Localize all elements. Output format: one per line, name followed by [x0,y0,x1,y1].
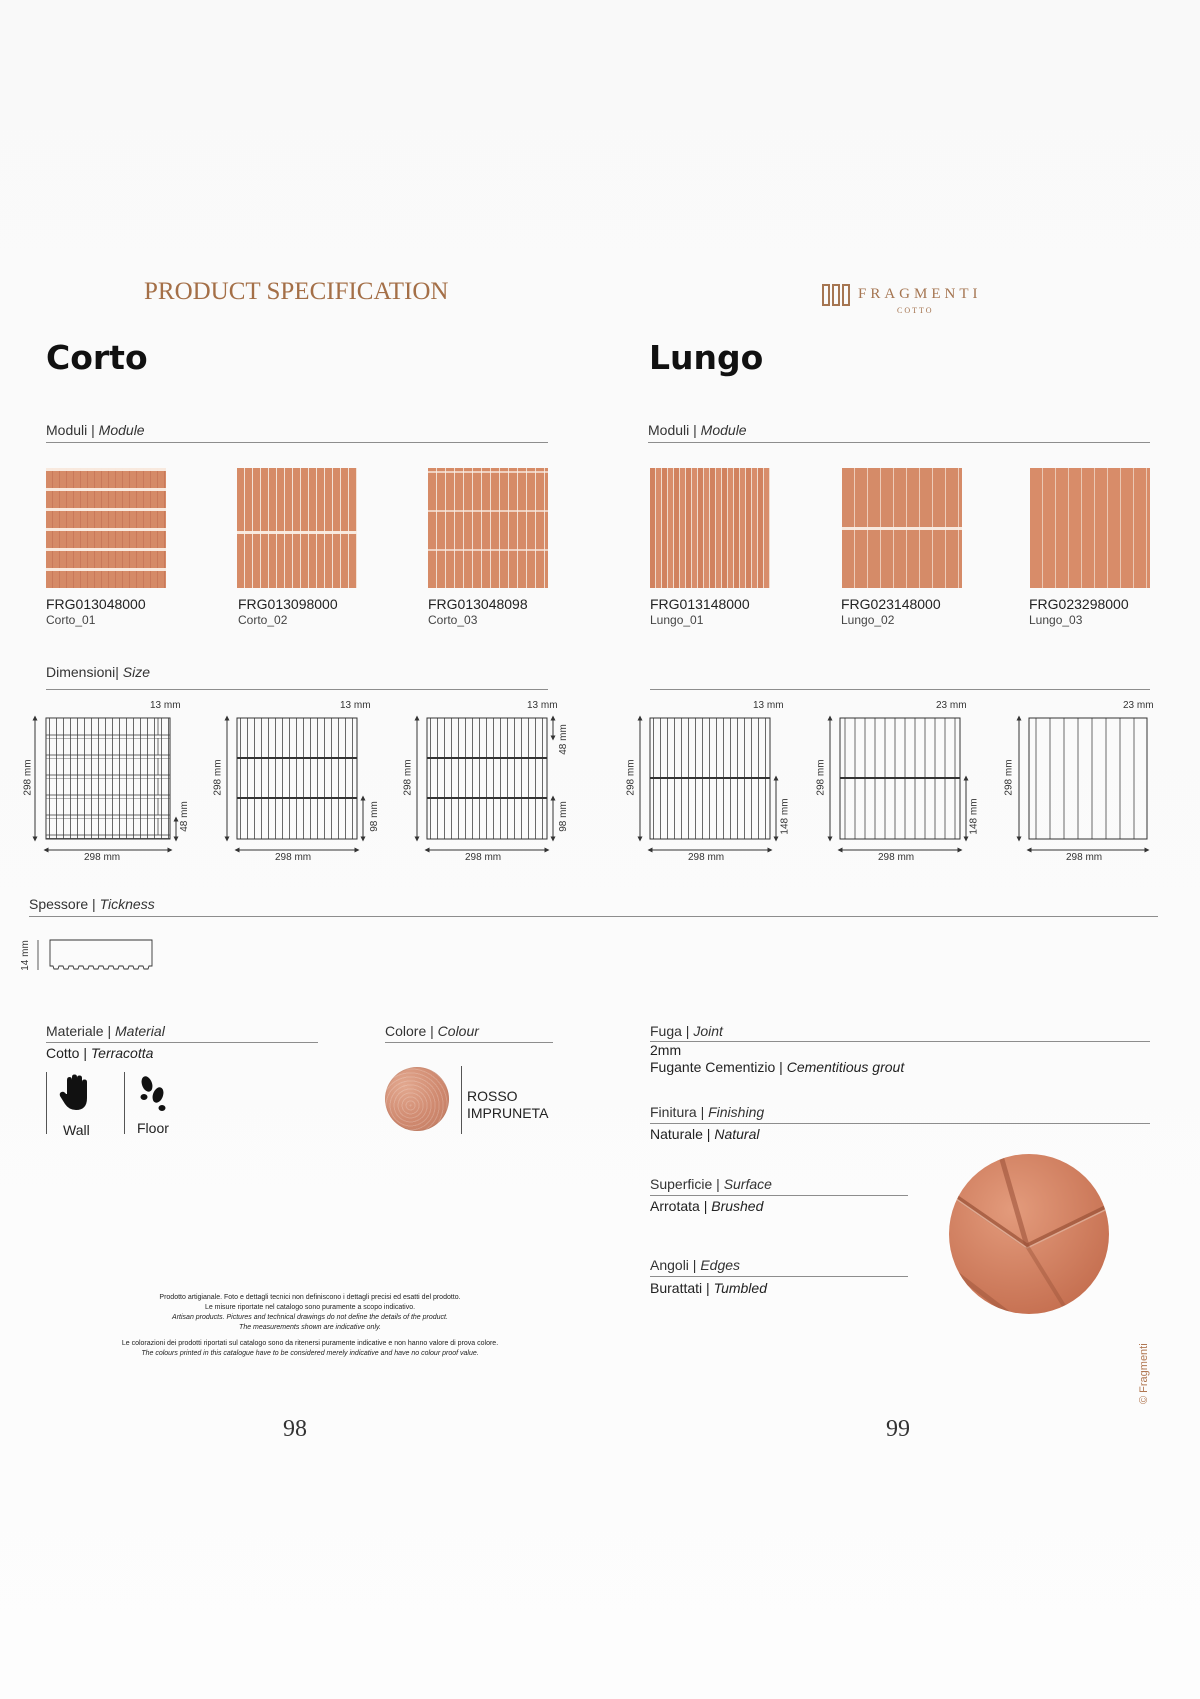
divider [46,442,548,443]
piece-dim: 148 mm [779,798,791,835]
edges-label: Angoli | Edges [650,1257,741,1273]
size-label: Dimensioni| Size [46,664,151,680]
divider [650,689,1150,690]
page-number-left: 98 [283,1416,307,1442]
height-dim: 298 mm [402,759,414,796]
thickness-dim: 14 mm [19,940,31,971]
product-code: FRG023148000 [841,596,941,612]
height-dim: 298 mm [22,759,34,796]
width-dim: 298 mm [275,852,312,863]
joint-dim: 13 mm [527,700,558,711]
piece-dim: 48 mm [178,801,190,832]
joint-dim: 13 mm [150,700,181,711]
module-label-left: Moduli | Module [46,422,145,438]
drawing-lungo-03 [1019,718,1147,850]
product-variant: Corto_03 [428,613,478,627]
disclaimer-note: Prodotto artigianale. Foto e dettagli tecnici non definiscono i dettagli precisi ed esatti del prodotto. Le misure riportate nel catalogo sono puramente a scopo indicativo. Artisan products. Pictures and technical drawings do not define the details of the product. The measurements shown are indicative only. Le colorazioni dei prodotti riportati sul catalogo sono da ritenersi puramente indicative e non hanno valore di prova colore. The colours printed in this catalogue have to be considered merely indicative and have no colour proof value. [121,1294,499,1357]
joint-dim: 23 mm [1123,700,1154,711]
module-label-right: Moduli | Module [648,422,747,438]
divider [46,1072,47,1134]
divider [124,1072,125,1134]
surface-closeup-image [949,1154,1109,1314]
tile-image-lungo-01 [650,468,770,588]
drawing-corto-02 [227,718,363,850]
divider [650,1195,908,1196]
footprints-icon [135,1074,169,1112]
tile-image-lungo-03 [1030,468,1150,588]
divider [650,1041,1150,1042]
product-code: FRG013098000 [238,596,338,612]
divider [46,1042,318,1043]
material-label: Materiale | Material [46,1023,165,1039]
width-dim: 298 mm [878,852,915,863]
product-code: FRG023298000 [1029,596,1129,612]
thickness-label: Spessore | Tickness [29,896,155,912]
divider [385,1042,553,1043]
height-dim: 298 mm [625,759,637,796]
hand-icon [58,1074,92,1112]
product-variant: Corto_01 [46,613,96,627]
joint-dim: 13 mm [340,700,371,711]
width-dim: 298 mm [688,852,725,863]
logo-subtitle: COTTO [897,306,934,315]
width-dim: 298 mm [465,852,502,863]
divider [650,1276,908,1277]
drawing-lungo-01 [640,718,776,850]
edges-value: Burattati | Tumbled [650,1280,767,1296]
height-dim: 298 mm [815,759,827,796]
drawing-corto-03 [417,718,553,850]
tile-image-corto-02 [237,468,357,588]
joint-value: 2mm [650,1042,682,1058]
logo-wordmark: FRAGMENTI [858,286,982,302]
thickness-profile-drawing [19,938,162,974]
copyright-notice: © Fragmenti [1138,1343,1150,1404]
colour-name-line2: IMPRUNETA [467,1105,549,1121]
tile-image-corto-01 [46,468,166,588]
width-dim: 298 mm [84,852,121,863]
use-label-wall: Wall [63,1122,90,1138]
divider [648,442,1150,443]
catalog-heading: PRODUCT SPECIFICATION [144,278,449,305]
page-number-right: 99 [886,1416,910,1442]
tile-image-lungo-02 [842,468,962,588]
product-code: FRG013048000 [46,596,146,612]
piece-dim: 98 mm [557,801,569,832]
piece-dim: 48 mm [557,724,569,755]
piece-dim: 148 mm [968,798,980,835]
drawing-lungo-02 [830,718,966,850]
use-label-floor: Floor [137,1120,169,1136]
surface-label: Superficie | Surface [650,1176,772,1192]
height-dim: 298 mm [1003,759,1015,796]
material-value: Cotto | Terracotta [46,1045,154,1061]
tile-image-corto-03 [428,468,548,588]
product-variant: Corto_02 [238,613,288,627]
colour-label: Colore | Colour [385,1023,479,1039]
joint-dim: 23 mm [936,700,967,711]
product-variant: Lungo_03 [1029,613,1083,627]
drawing-corto-01 [35,718,176,850]
product-name-corto: Corto [46,338,148,377]
product-code: FRG013148000 [650,596,750,612]
logo-mark-icon [822,284,852,306]
width-dim: 298 mm [1066,852,1103,863]
product-variant: Lungo_01 [650,613,704,627]
finishing-value: Naturale | Natural [650,1126,760,1142]
colour-swatch [385,1067,449,1131]
divider [29,916,1158,917]
joint-dim: 13 mm [753,700,784,711]
divider [650,1123,1150,1124]
piece-dim: 98 mm [368,801,380,832]
surface-value: Arrotata | Brushed [650,1198,764,1214]
divider [46,689,548,690]
finishing-label: Finitura | Finishing [650,1104,765,1120]
colour-name-line1: ROSSO [467,1088,518,1104]
grout-value: Fugante Cementizio | Cementitious grout [650,1059,905,1075]
fragmenti-logo [822,284,982,315]
product-name-lungo: Lungo [649,338,764,377]
product-code: FRG013048098 [428,596,528,612]
divider [461,1066,462,1134]
joint-label: Fuga | Joint [650,1023,723,1039]
height-dim: 298 mm [212,759,224,796]
product-variant: Lungo_02 [841,613,895,627]
